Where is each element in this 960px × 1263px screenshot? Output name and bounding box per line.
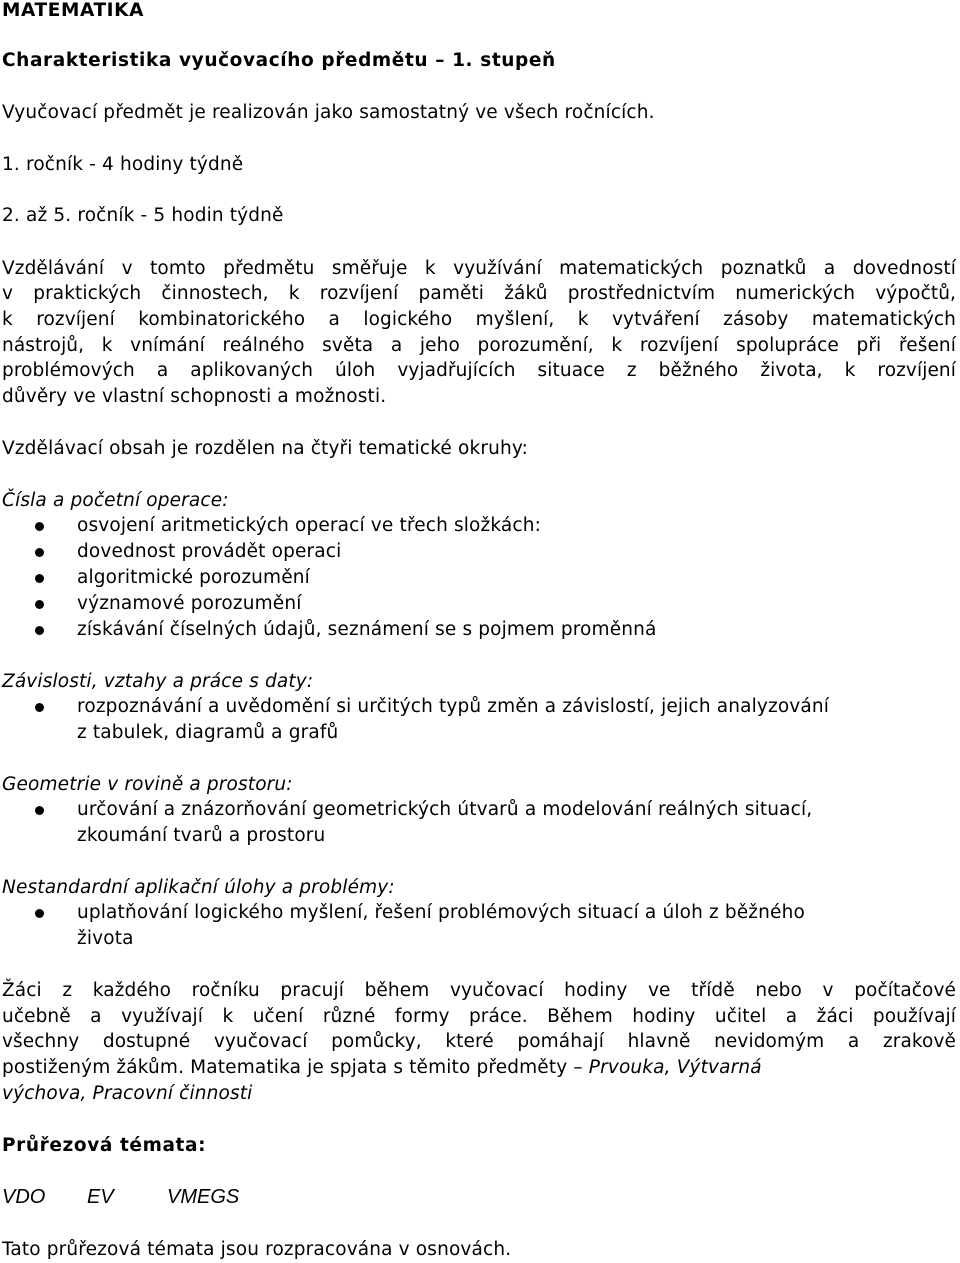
list-item: významové porozumění: [77, 593, 302, 614]
list-item: dovednost provádět operaci: [77, 541, 342, 562]
list-item: osvojení aritmetických operací ve třech složkách:: [77, 515, 541, 536]
list-item: určování a znázorňování geometrických útvarů a modelování reálných situací,: [77, 799, 813, 820]
bullet-icon: [35, 806, 44, 815]
bullet-icon: [35, 626, 44, 635]
paragraph-line: Vzdělávání v tomto předmětu směřuje k využívání matematických poznatků a dovedností: [2, 258, 956, 279]
section-heading: Závislosti, vztahy a práce s daty:: [2, 671, 314, 692]
section-heading: Nestandardní aplikační úlohy a problémy:: [2, 877, 395, 898]
intro-line: Vyučovací předmět je realizován jako samostatný ve všech ročnících.: [2, 102, 655, 123]
bullet-icon: [35, 574, 44, 583]
cross-heading: Průřezová témata:: [2, 1135, 207, 1156]
list-item: algoritmické porozumění: [77, 567, 310, 588]
cross-note: Tato průřezová témata jsou rozpracována v osnovách.: [2, 1239, 512, 1260]
paragraph-line: nástrojů, k vnímání reálného světa a jeho porozumění, k rozvíjení spolupráce při řešení: [2, 335, 956, 356]
paragraph-line: učebně a využívají k učení různé formy práce. Během hodiny učitel a žáci používají: [2, 1006, 956, 1027]
paragraph-text: postiženým žákům. Matematika je spjata s těmito předměty –: [2, 1057, 589, 1078]
section-heading: Geometrie v rovině a prostoru:: [2, 774, 293, 795]
list-item-continuation: zkoumání tvarů a prostoru: [77, 825, 326, 846]
list-item-continuation: života: [77, 928, 134, 949]
document-title: MATEMATIKA: [2, 0, 144, 21]
paragraph-line: [2, 1055, 762, 1081]
paragraph-line: všechny dostupné vyučovací pomůcky, které pomáhají hlavně nevidomým a zrakově: [2, 1031, 956, 1052]
bullet-icon: [35, 600, 44, 609]
list-item-continuation: z tabulek, diagramů a grafů: [77, 722, 339, 743]
areas-intro: Vzdělávací obsah je rozdělen na čtyři tematické okruhy:: [2, 438, 528, 459]
bullet-icon: [35, 909, 44, 918]
bullet-icon: [35, 522, 44, 531]
list-item: rozpoznávání a uvědomění si určitých typů změn a závislostí, jejich analyzování: [77, 696, 830, 717]
bullet-icon: [35, 703, 44, 712]
bullet-icon: [35, 548, 44, 557]
list-item: získávání číselných údajů, seznámení se s pojmem proměnná: [77, 619, 657, 640]
cross-item: EV: [87, 1186, 114, 1208]
intro-line: 1. ročník - 4 hodiny týdně: [2, 154, 244, 175]
paragraph-line: důvěry ve vlastní schopnosti a možnosti.: [2, 386, 387, 407]
document-subtitle: Charakteristika vyučovacího předmětu – 1. stupeň: [2, 50, 556, 71]
paragraph-line: problémových a aplikovaných úloh vyjadřujících situace z běžného života, k rozvíjení: [2, 360, 956, 381]
intro-line: 2. až 5. ročník - 5 hodin týdně: [2, 205, 284, 226]
section-heading: Čísla a početní operace:: [2, 490, 229, 511]
subject-names: Prvouka, Výtvarná: [588, 1057, 762, 1078]
cross-item: VDO: [2, 1186, 46, 1208]
cross-item: VMEGS: [167, 1186, 240, 1208]
paragraph-line: k rozvíjení kombinatorického a logického myšlení, k vytváření zásoby matematických: [2, 309, 956, 330]
subject-names: výchova, Pracovní činnosti: [2, 1083, 253, 1104]
list-item: uplatňování logického myšlení, řešení problémových situací a úloh z běžného: [77, 902, 805, 923]
paragraph-line: Žáci z každého ročníku pracují během vyučovací hodiny ve třídě nebo v počítačové: [2, 980, 956, 1001]
paragraph-line: v praktických činnostech, k rozvíjení paměti žáků prostřednictvím numerických výpočtů,: [2, 283, 956, 304]
